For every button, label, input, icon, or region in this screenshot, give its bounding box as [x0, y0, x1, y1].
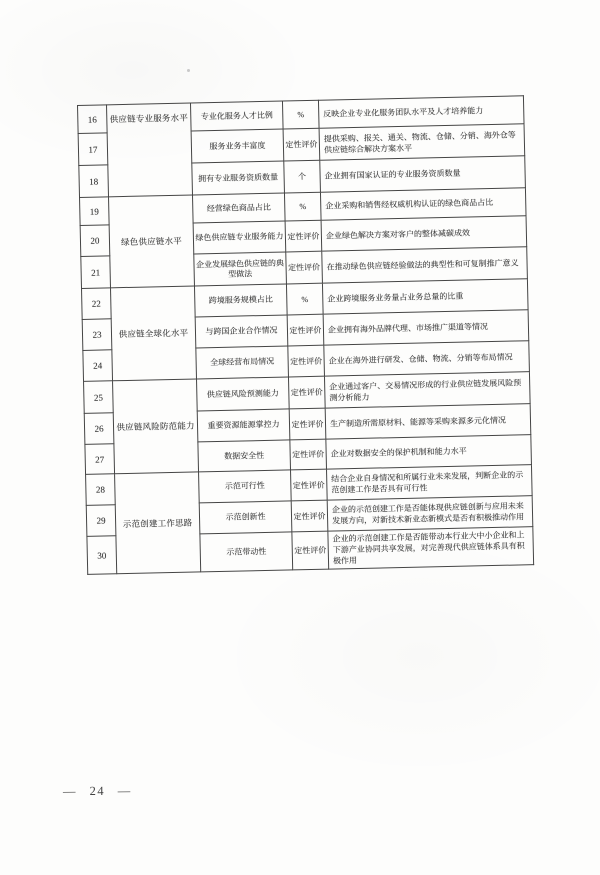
indicator-cell: 企业发展绿色供应链的典型做法 [194, 252, 287, 286]
group-cell: 供应链全球化水平 [110, 286, 196, 381]
row-number-cell: 28 [86, 474, 116, 506]
description-cell: 企业跨境服务业务量占业务总量的比重 [322, 279, 528, 314]
description-cell: 反映企业专业化服务团队水平及人才培养能力 [318, 96, 524, 128]
row-number-cell: 29 [86, 505, 116, 537]
description-cell: 在推动绿色供应链经验做法的典型性和可复制推广意义 [322, 247, 528, 283]
unit-cell: 定性评价 [290, 439, 327, 470]
row-number-cell: 18 [79, 165, 109, 198]
scan-speck [187, 69, 190, 72]
row-number-cell: 26 [84, 413, 114, 445]
description-cell: 企业拥有海外品牌代理、市场推广渠道等情况 [323, 310, 529, 345]
indicator-cell: 拥有专业服务资质数量 [192, 161, 285, 195]
unit-cell: % [282, 100, 319, 129]
indicator-cell: 重要资源能源掌控力 [197, 409, 290, 442]
description-cell: 企业在海外进行研发、仓储、物流、分销等布局情况 [324, 341, 530, 376]
description-cell: 企业的示范创建工作是否能带动本行业大中小企业和上下游产业协同共享发展，对完善现代供应链体系具有积极作用 [328, 527, 534, 569]
indicator-cell: 全球经营布局情况 [196, 346, 289, 379]
row-number-cell: 16 [78, 105, 108, 134]
indicator-cell: 示范创新性 [199, 501, 292, 534]
description-cell: 企业通过客户、交易情况形成的行业供应链发展风险预测分析能力 [324, 372, 530, 408]
row-number-cell: 22 [82, 288, 112, 320]
description-cell: 企业绿色解决方案对客户的整体减碳成效 [321, 216, 527, 251]
unit-cell: 个 [284, 160, 321, 193]
description-cell: 企业拥有国家认证的专业服务资质数量 [320, 156, 526, 192]
row-number-cell: 27 [85, 444, 115, 475]
row-number-cell: 23 [82, 319, 112, 351]
table-container [77, 95, 533, 575]
indicator-cell: 服务业务丰富度 [191, 129, 284, 163]
row-number-cell: 20 [80, 225, 110, 257]
indicator-cell: 数据安全性 [198, 440, 291, 472]
indicator-cell: 经营绿色商品占比 [192, 193, 285, 223]
row-number-cell: 21 [81, 256, 111, 289]
row-number-cell: 17 [78, 133, 108, 166]
evaluation-indicator-table [77, 95, 534, 575]
row-number-cell: 24 [83, 350, 113, 382]
unit-cell: 定性评价 [285, 220, 322, 252]
indicator-cell: 示范带动性 [200, 532, 293, 572]
unit-cell: 定性评价 [287, 314, 324, 346]
unit-cell: 定性评价 [286, 251, 323, 284]
description-cell: 企业采购和销售经权威机构认证的绿色商品占比 [320, 188, 526, 220]
page-number: — 24 — [62, 783, 132, 799]
unit-cell: % [286, 283, 323, 315]
indicator-cell: 与跨国企业合作情况 [195, 315, 288, 348]
unit-cell: 定性评价 [288, 376, 325, 409]
unit-cell: 定性评价 [289, 408, 326, 440]
description-cell: 提供采购、报关、通关、物流、仓储、分销、海外仓等供应链综合解决方案水平 [319, 124, 525, 160]
group-cell: 示范创建工作思路 [115, 472, 201, 574]
group-cell: 供应链风险防范能力 [113, 379, 199, 474]
unit-cell: % [284, 192, 321, 221]
indicator-cell: 绿色供应链专业服务能力 [193, 221, 286, 254]
indicator-cell: 专业化服务人才比例 [190, 101, 283, 131]
row-number-cell: 25 [84, 381, 114, 414]
description-cell: 结合企业自身情况和所属行业未来发展，判断企业的示范创建工作是否具有可行性 [327, 465, 533, 500]
group-cell: 绿色供应链水平 [109, 195, 195, 288]
unit-cell: 定性评价 [283, 128, 320, 161]
row-number-cell: 30 [87, 536, 117, 575]
unit-cell: 定性评价 [292, 531, 329, 570]
description-cell: 生产制造所需原材料、能源等采购来源多元化情况 [325, 404, 531, 439]
indicator-cell: 供应链风险预测能力 [197, 377, 290, 411]
unit-cell: 定性评价 [291, 500, 328, 532]
group-cell: 供应链专业服务水平 [107, 103, 193, 197]
description-cell: 企业对数据安全的保护机制和能力水平 [326, 435, 532, 469]
unit-cell: 定性评价 [288, 345, 325, 377]
description-cell: 企业的示范创建工作是否能体现供应链创新与应用未来发展方向，对新技术新业态新模式是否有积极推动作用 [327, 496, 533, 531]
row-number-cell: 19 [80, 197, 110, 226]
unit-cell: 定性评价 [291, 469, 328, 501]
indicator-cell: 跨境服务规模占比 [194, 284, 287, 317]
indicator-cell: 示范可行性 [199, 470, 292, 503]
